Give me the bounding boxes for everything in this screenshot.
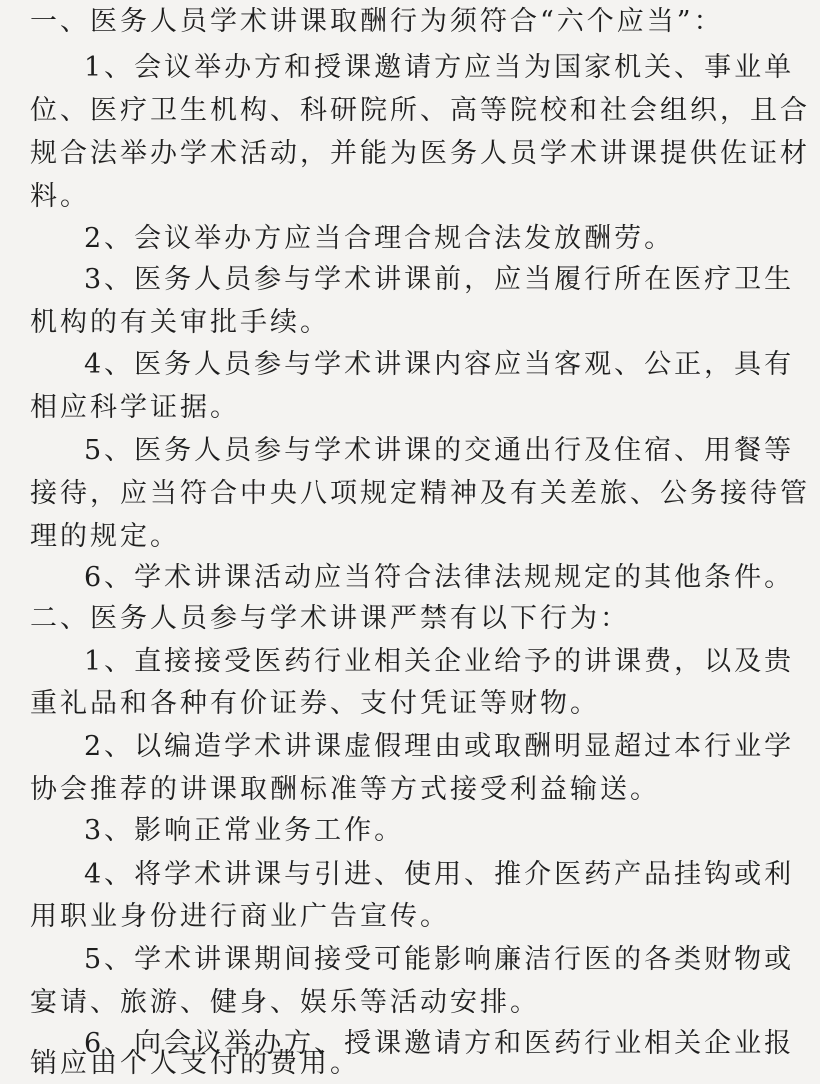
rule-line: 1、会议举办方和授课邀请方应当为国家机关、事业单	[84, 52, 795, 83]
rule-line: 理的规定。	[30, 521, 180, 552]
rule-line: 1、直接接受医药行业相关企业给予的讲课费，以及贵	[84, 646, 795, 677]
rule-line: 重礼品和各种有价证券、支付凭证等财物。	[30, 688, 600, 719]
rule-line: 2、会议举办方应当合理合规合法发放酬劳。	[84, 223, 675, 254]
rule-line: 4、将学术讲课与引进、使用、推介医药产品挂钩或利	[84, 859, 795, 890]
rule-line: 协会推荐的讲课取酬标准等方式接受利益输送。	[30, 774, 660, 805]
rule-line: 料。	[30, 181, 90, 212]
rule-line: 6、向会议举办方、授课邀请方和医药行业相关企业报	[84, 1028, 795, 1059]
rule-line: 相应科学证据。	[30, 392, 240, 423]
rule-line: 5、医务人员参与学术讲课的交通出行及住宿、用餐等	[84, 435, 795, 466]
rule-line: 接待，应当符合中央八项规定精神及有关差旅、公务接待管	[30, 478, 810, 509]
rule-line: 5、学术讲课期间接受可能影响廉洁行医的各类财物或	[84, 944, 795, 975]
rule-line: 销应由个人支付的费用。	[30, 1048, 360, 1079]
rule-line: 位、医疗卫生机构、科研院所、高等院校和社会组织，且合	[30, 95, 810, 126]
rule-line: 用职业身份进行商业广告宣传。	[30, 901, 450, 932]
rule-line: 2、以编造学术讲课虚假理由或取酬明显超过本行业学	[84, 731, 795, 762]
rule-line: 3、医务人员参与学术讲课前，应当履行所在医疗卫生	[84, 264, 795, 295]
rule-line: 4、医务人员参与学术讲课内容应当客观、公正，具有	[84, 349, 795, 380]
rule-line: 3、影响正常业务工作。	[84, 815, 405, 846]
rule-line: 规合法举办学术活动，并能为医务人员学术讲课提供佐证材	[30, 138, 810, 169]
section-heading: 二、医务人员参与学术讲课严禁有以下行为：	[30, 603, 630, 634]
rule-line: 机构的有关审批手续。	[30, 307, 330, 338]
section-heading: 一、医务人员学术讲课取酬行为须符合“六个应当”：	[30, 6, 724, 37]
rule-line: 宴请、旅游、健身、娱乐等活动安排。	[30, 987, 540, 1018]
rule-line: 6、学术讲课活动应当符合法律法规规定的其他条件。	[84, 562, 795, 593]
